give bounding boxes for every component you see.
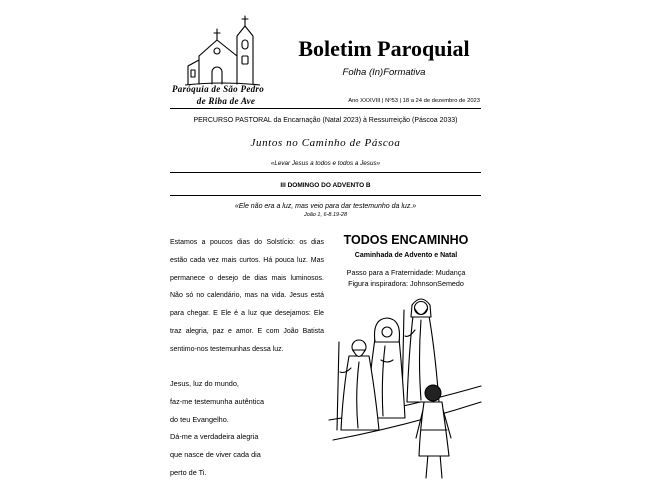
- prayer-line: Dá-me a verdadeira alegria: [170, 432, 259, 442]
- pastoral-route: PERCURSO PASTORAL da Encarnação (Natal 2023) à Ressurreição (Páscoa 2033): [193, 117, 458, 124]
- campaign-title: TODOS ENCAMINHO: [343, 233, 469, 247]
- reflection-line: permanece o desejo de dias mais luminosos.: [170, 274, 324, 282]
- prayer-line: Jesus, luz do mundo,: [170, 379, 239, 388]
- prayer-verse: [170, 375, 324, 482]
- child-tunic: [419, 402, 449, 456]
- pilgrims-illustration: [325, 290, 485, 482]
- divider-liturgy: [170, 195, 481, 196]
- pastoral-motto: Juntos no Caminho de Páscoa: [250, 137, 401, 149]
- parish-name-line2: de Riba de Ave: [196, 96, 256, 106]
- pastoral-slogan: «Levar Jesus a todos e todos a Jesus»: [270, 160, 381, 167]
- old-man-staff: [337, 342, 339, 430]
- annex-window: [191, 70, 195, 77]
- bulletin-title: Boletim Paroquial: [298, 36, 470, 61]
- parish-name-line1: Paróquia de São Pedro: [171, 84, 265, 94]
- campaign-figure: Figura inspiradora: JohnsonSemedo: [348, 279, 464, 288]
- reflection-line: para chegar. E Ele é a luz que desejamos: Ele: [170, 310, 324, 318]
- prayer-line: faz-me testemunha autêntica: [170, 396, 265, 406]
- church-door: [212, 67, 222, 84]
- reflection-line: Não só no calendário, mas na vida. Jesus está: [170, 292, 324, 300]
- tall-man-head: [415, 302, 428, 315]
- church-logo-icon: [185, 14, 260, 86]
- gospel-reference: João 1, 6-8.19-28: [303, 212, 348, 218]
- reflection-line: sentimo-nos testemunhas dessa luz.: [170, 345, 284, 353]
- bell-tower: [237, 26, 253, 84]
- gospel-quote: «Ele não era a luz, mas veio para dar testemunho da luz.»: [234, 203, 417, 210]
- child-head: [425, 385, 441, 401]
- campaign-step: Passo para a Fraternidade: Mudança: [346, 268, 466, 277]
- divider-header: [170, 108, 481, 109]
- issue-info: Ano XXXVIII | Nº53 | 18 a 24 de dezembro de 2023: [348, 98, 480, 104]
- woman-face: [382, 327, 392, 337]
- prayer-line: do teu Evangelho.: [170, 414, 229, 424]
- reflection-paragraph: [170, 234, 324, 359]
- tower-window-upper: [242, 40, 248, 49]
- reflection-line: estão cada vez mais curtos. Há pouca luz. Mas: [170, 256, 324, 264]
- bulletin-subtitle: Folha (In)Formativa: [342, 67, 426, 78]
- child-leg-left: [426, 454, 428, 478]
- church-facade: [199, 40, 237, 84]
- campaign-subtitle: Caminhada de Advento e Natal: [354, 252, 458, 259]
- divider-pastoral: [170, 172, 481, 173]
- rose-window: [214, 48, 220, 54]
- reflection-line: Estamos a poucos dias do Solstício: os dias: [170, 239, 324, 246]
- prayer-line: que nasce de viver cada dia: [170, 450, 261, 460]
- child-leg-right: [440, 454, 442, 478]
- prayer-line: perto de Ti.: [170, 467, 207, 477]
- reflection-line: traz alegria, paz e amor. E com João Batista: [170, 327, 324, 335]
- tower-window-lower: [242, 56, 248, 64]
- liturgical-sunday: III DOMINGO DO ADVENTO B: [280, 182, 371, 189]
